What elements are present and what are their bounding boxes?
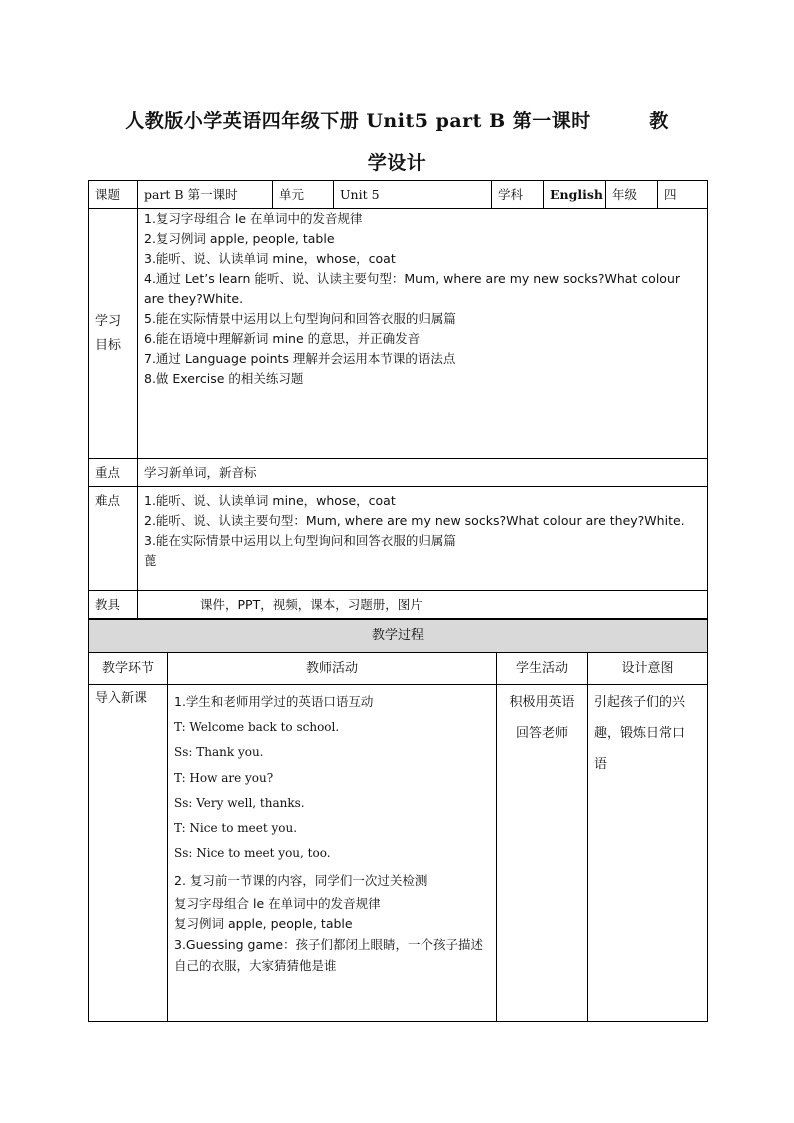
- subject-value: English: [544, 181, 606, 209]
- difficulty-item: 蓖: [144, 553, 157, 568]
- materials-row: [89, 591, 708, 619]
- objective-item: 8.做 Exercise 的相关练习题: [144, 371, 304, 386]
- teacher-activity-cell: [168, 685, 497, 1022]
- dialogue-line: Ss: Very well, thanks.: [174, 795, 305, 810]
- difficulties-content: [138, 487, 708, 591]
- student-activity-line: 回答老师: [515, 726, 568, 741]
- course-label: 课题: [89, 181, 138, 209]
- dialogue-line: T: Nice to meet you.: [174, 821, 298, 836]
- column-header-purpose: 设计意图: [588, 653, 708, 685]
- objectives-label-line2: 目标: [95, 337, 122, 353]
- stage-cell: 导入新课: [89, 685, 168, 1022]
- unit-label: 单元: [273, 181, 334, 209]
- objective-item: 3.能听、说、认读单词 mine，whose，coat: [144, 251, 396, 266]
- objective-item: 6.能在语境中理解新词 mine 的意思，并正确发音: [144, 331, 421, 346]
- grade-label: 年级: [606, 181, 658, 209]
- objective-item: 2.复习例词 apple, people, table: [144, 231, 335, 246]
- key-points-label: 重点: [89, 459, 138, 487]
- difficulty-item: 3.能在实际情景中运用以上句型询问和回答衣服的归属篇: [144, 533, 456, 548]
- objective-item: 7.通过 Language points 理解并会运用本节课的语法点: [144, 351, 456, 366]
- materials-label: 教具: [89, 591, 138, 619]
- column-header-teacher: 教师活动: [168, 653, 497, 685]
- dialogue-line: Ss: Thank you.: [174, 745, 264, 760]
- student-activity-cell: [497, 685, 588, 1022]
- process-row-intro: [89, 685, 708, 1022]
- review-line: 复习字母组合 le 在单词中的发音规律: [174, 895, 381, 911]
- course-value: part B 第一课时: [138, 181, 273, 209]
- difficulties-row: [89, 487, 708, 591]
- objectives-label: [89, 209, 138, 459]
- objectives-content: [138, 209, 708, 459]
- key-points-row: [89, 459, 708, 487]
- process-heading: 教学过程: [89, 620, 708, 653]
- objectives-row: [89, 209, 708, 459]
- dialogue-line: Ss: Nice to meet you, too.: [174, 846, 331, 861]
- purpose-cell: [588, 685, 708, 1022]
- document-title-line1: 人教版小学英语四年级下册 Unit5 part B 第一课时 教: [125, 110, 669, 132]
- process-header-row: [89, 653, 708, 685]
- lesson-info-table: [88, 180, 708, 619]
- document-title-line2: 学设计: [367, 152, 427, 174]
- objective-item: 4.通过 Let’s learn 能听、说、认读主要句型：Mum, where are my new socks?What colour are they?White.: [144, 271, 681, 306]
- difficulties-label: 难点: [89, 487, 138, 591]
- review-line: 复习例词 apple, people, table: [174, 915, 353, 931]
- difficulty-item: 2.能听、说、认读主要句型：Mum, where are my new socks?What colour are they?White.: [144, 513, 685, 528]
- dialogue-line: T: Welcome back to school.: [174, 720, 340, 734]
- purpose-line: 趣，锻炼日常口: [594, 726, 686, 741]
- objectives-label-line1: 学习: [95, 313, 122, 329]
- unit-value: Unit 5: [334, 181, 492, 209]
- column-header-stage: 教学环节: [89, 653, 168, 685]
- teacher-step1: 1.学生和老师用学过的英语口语互动: [174, 694, 374, 709]
- teaching-process-table: [88, 619, 708, 1022]
- key-points-value: 学习新单词，新音标: [138, 459, 708, 487]
- teacher-step2: 2. 复习前一节课的内容，同学们一次过关检测: [174, 872, 428, 888]
- info-row: [89, 181, 708, 209]
- difficulty-item: 1.能听、说、认读单词 mine，whose，coat: [144, 493, 396, 508]
- purpose-line: 语: [594, 757, 608, 772]
- objective-item: 1.复习字母组合 le 在单词中的发音规律: [144, 211, 363, 226]
- dialogue-line: T: How are you?: [174, 770, 274, 785]
- objective-item: 5.能在实际情景中运用以上句型询问和回答衣服的归属篇: [144, 311, 456, 326]
- teacher-step3: 3.Guessing game：孩子们都闭上眼睛，一个孩子描述自己的衣服，大家猜猜他是谁: [174, 936, 484, 973]
- column-header-student: 学生活动: [497, 653, 588, 685]
- process-heading-row: [89, 620, 708, 653]
- subject-label: 学科: [492, 181, 544, 209]
- purpose-line: 引起孩子们的兴: [594, 695, 686, 710]
- materials-value: 课件，PPT，视频，课本，习题册，图片: [138, 591, 708, 619]
- student-activity-line: 积极用英语: [509, 695, 575, 710]
- grade-value: 四: [658, 181, 708, 209]
